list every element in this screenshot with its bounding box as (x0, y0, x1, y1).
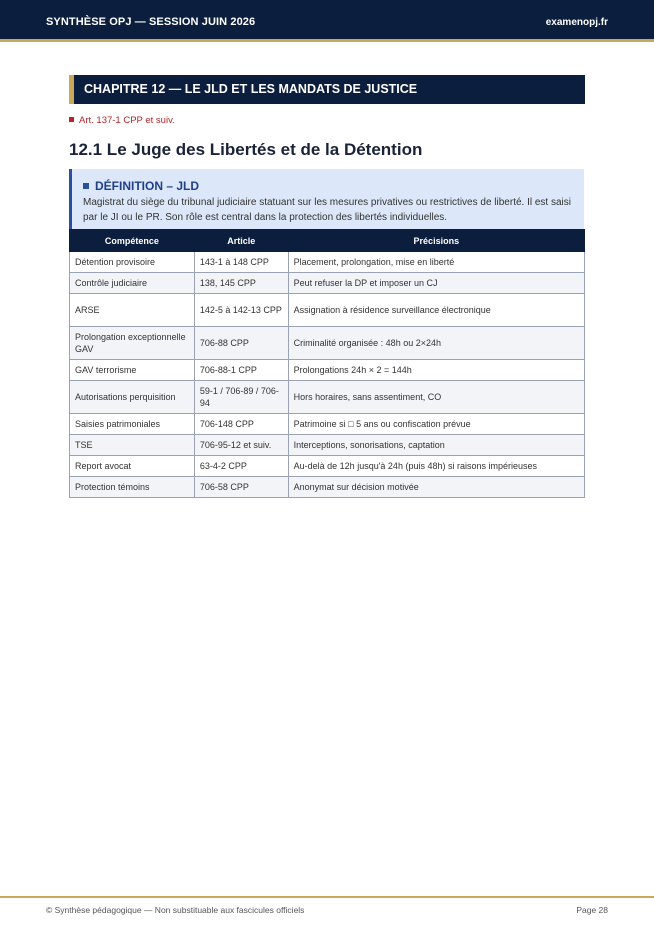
table-cell: 143-1 à 148 CPP (194, 252, 288, 273)
table-row (70, 252, 585, 273)
table-row (70, 435, 585, 456)
table-cell: Détention provisoire (70, 252, 195, 273)
table-cell: Saisies patrimoniales (70, 414, 195, 435)
table-row (70, 456, 585, 477)
table-row (70, 294, 585, 327)
table-row (70, 381, 585, 414)
table-cell: Prolongation exceptionnelle GAV (70, 327, 195, 360)
table-cell: TSE (70, 435, 195, 456)
article-reference (69, 115, 175, 126)
footer-disclaimer: © Synthèse pédagogique — Non substituable aux fascicules officiels (46, 905, 305, 915)
definition-heading (83, 179, 574, 193)
table-row (70, 273, 585, 294)
table-cell: 706-148 CPP (194, 414, 288, 435)
page-number: Page 28 (576, 905, 608, 915)
table-cell: 63-4-2 CPP (194, 456, 288, 477)
table-cell: Contrôle judiciaire (70, 273, 195, 294)
chapter-title: CHAPITRE 12 — LE JLD ET LES MANDATS DE JUSTICE (69, 75, 585, 104)
table-cell: Patrimoine si □ 5 ans ou confiscation prévue (288, 414, 584, 435)
table-cell: Assignation à résidence surveillance électronique (288, 294, 584, 327)
section-title: 12.1 Le Juge des Libertés et de la Détention (69, 140, 423, 159)
footer-divider (0, 896, 654, 898)
table-cell: Placement, prolongation, mise en liberté (288, 252, 584, 273)
table-row (70, 414, 585, 435)
table-cell: Report avocat (70, 456, 195, 477)
table-row (70, 360, 585, 381)
table-cell: Peut refuser la DP et imposer un CJ (288, 273, 584, 294)
site-name: examenopj.fr (545, 17, 608, 28)
bullet-square-icon (69, 117, 74, 122)
table-cell: 59-1 / 706-89 / 706-94 (194, 381, 288, 414)
table-row (70, 327, 585, 360)
table-cell: 706-95-12 et suiv. (194, 435, 288, 456)
table-cell: 706-88 CPP (194, 327, 288, 360)
page-header (0, 0, 654, 42)
definition-text: Magistrat du siège du tribunal judiciaire statuant sur les mesures privatives ou restrictives de liberté. Il est saisi par le JI ou le PR. Son rôle est central dans la protection des libertés individuelles. (83, 197, 571, 223)
table-cell: 142-5 à 142-13 CPP (194, 294, 288, 327)
table-cell: 706-88-1 CPP (194, 360, 288, 381)
table-cell: Autorisations perquisition (70, 381, 195, 414)
table-header-row (70, 230, 585, 252)
column-header-article: Article (194, 230, 288, 252)
article-reference-text: Art. 137-1 CPP et suiv. (79, 115, 175, 126)
column-header-competence: Compétence (70, 230, 195, 252)
document-title: SYNTHÈSE OPJ — SESSION JUIN 2026 (46, 16, 256, 28)
table-cell: Protection témoins (70, 477, 195, 498)
table-cell: 138, 145 CPP (194, 273, 288, 294)
definition-title: DÉFINITION – JLD (95, 179, 200, 193)
definition-box (69, 169, 584, 229)
table-cell: ARSE (70, 294, 195, 327)
table-cell: Au-delà de 12h jusqu'à 24h (puis 48h) si raisons impérieuses (288, 456, 584, 477)
table-cell: 706-58 CPP (194, 477, 288, 498)
table-cell: Anonymat sur décision motivée (288, 477, 584, 498)
table-cell: GAV terrorisme (70, 360, 195, 381)
table-cell: Prolongations 24h × 2 = 144h (288, 360, 584, 381)
table-row (70, 477, 585, 498)
table-cell: Interceptions, sonorisations, captation (288, 435, 584, 456)
table-cell: Hors horaires, sans assentiment, CO (288, 381, 584, 414)
table-cell: Criminalité organisée : 48h ou 2×24h (288, 327, 584, 360)
column-header-precisions: Précisions (288, 230, 584, 252)
bullet-square-icon (83, 183, 89, 189)
competence-table (69, 229, 585, 498)
